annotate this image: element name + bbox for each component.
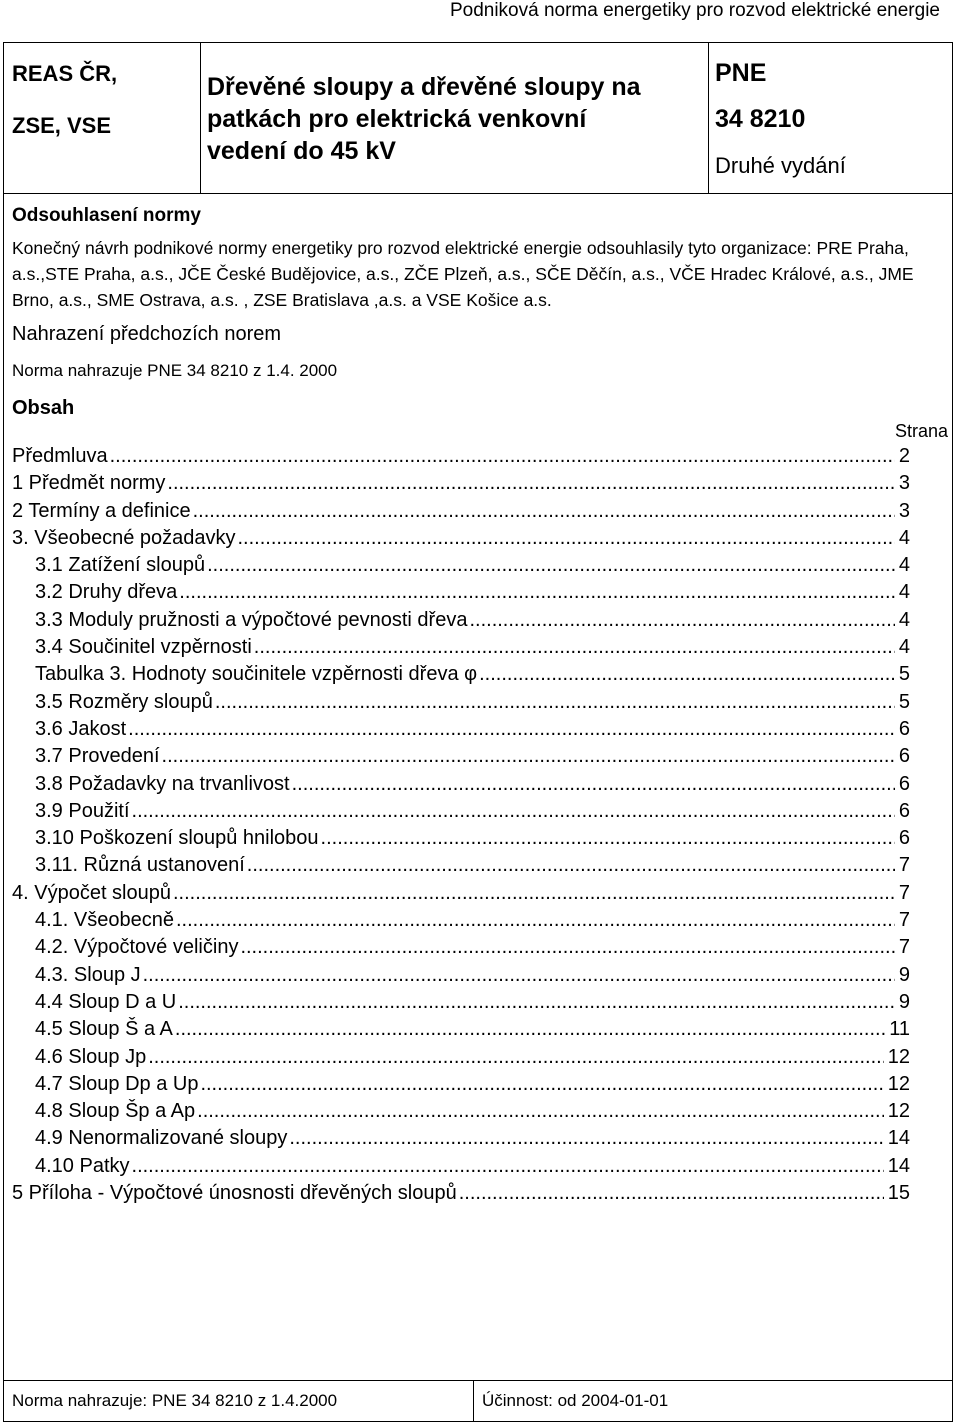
toc-entry-page: 5 <box>898 663 910 686</box>
toc-entry[interactable] <box>12 1044 910 1071</box>
toc-leader-dots <box>175 1016 885 1043</box>
toc-leader-dots <box>215 689 895 716</box>
toc-entry[interactable] <box>12 771 910 798</box>
toc-entry[interactable] <box>12 1153 910 1180</box>
edition-label: Druhé vydání <box>715 153 846 178</box>
toc-entry-label: 2 Termíny a definice <box>12 499 191 522</box>
toc-entry[interactable] <box>12 552 910 579</box>
toc-entry-label: 4.6 Sloup Jp <box>35 1045 147 1068</box>
toc-entry[interactable] <box>12 634 910 661</box>
document-title-line: vedení do 45 kV <box>207 137 396 165</box>
toc-leader-dots <box>178 989 895 1016</box>
toc-entry-page: 12 <box>887 1100 910 1123</box>
title-cell <box>201 43 709 193</box>
title-block <box>4 43 952 194</box>
toc-entry[interactable] <box>12 1125 910 1152</box>
toc-entry-label: 5 Příloha - Výpočtové únosnosti dřevěných sloupů <box>12 1182 457 1205</box>
toc-leader-dots <box>128 716 895 743</box>
toc-entry-label: 4. Výpočet sloupů <box>12 881 171 904</box>
toc-entry-page: 6 <box>898 772 910 795</box>
toc-entry[interactable] <box>12 934 910 961</box>
toc-entry-label: 4.10 Patky <box>35 1154 130 1177</box>
toc-leader-dots <box>321 825 895 852</box>
document-title-line: patkách pro elektrická venkovní <box>207 105 587 133</box>
running-header: Podniková norma energetiky pro rozvod elektrické energie <box>449 0 940 21</box>
toc-entry-label: 4.8 Sloup Šp a Ap <box>35 1100 196 1123</box>
toc-entry-label: 3.2 Druhy dřeva <box>35 581 178 604</box>
toc-entry-page: 9 <box>898 963 910 986</box>
standard-code: PNE <box>715 59 767 87</box>
toc-entry-page: 6 <box>898 827 910 850</box>
toc-leader-dots <box>193 498 895 525</box>
footer-replaces: Norma nahrazuje: PNE 34 8210 z 1.4.2000 <box>4 1381 474 1421</box>
toc-leader-dots <box>469 607 894 634</box>
toc-entry-label: 3.3 Moduly pružnosti a výpočtové pevnosti dřeva <box>35 608 468 631</box>
toc-leader-dots <box>148 1044 884 1071</box>
toc-entry-page: 3 <box>898 499 910 522</box>
toc-entry-page: 4 <box>898 636 910 659</box>
toc-entry-label: 3.10 Poškození sloupů hnilobou <box>35 827 319 850</box>
organization-line: ZSE, VSE <box>12 113 112 138</box>
toc-entry-label: 4.1. Všeobecně <box>35 909 174 932</box>
toc-entry[interactable] <box>12 825 910 852</box>
toc-entry-label: 4.5 Sloup Š a A <box>35 1018 173 1041</box>
footer-effective-date: Účinnost: od 2004-01-01 <box>482 1391 669 1410</box>
toc-entry[interactable] <box>12 470 910 497</box>
toc-entry-page: 14 <box>887 1154 910 1177</box>
footer <box>4 1380 952 1421</box>
toc-entry[interactable] <box>12 1098 910 1125</box>
toc-leader-dots <box>173 880 895 907</box>
toc-leader-dots <box>197 1098 884 1125</box>
toc-leader-dots <box>132 798 895 825</box>
toc-leader-dots <box>238 525 895 552</box>
toc-entry-label: 3.4 Součinitel vzpěrnosti <box>35 636 252 659</box>
toc-entry[interactable] <box>12 525 910 552</box>
toc-entry-label: 3.8 Požadavky na trvanlivost <box>35 772 290 795</box>
toc-entry[interactable] <box>12 962 910 989</box>
toc-entry-page: 11 <box>889 1018 910 1041</box>
standard-code-cell <box>709 43 952 193</box>
toc-entry[interactable] <box>12 1071 910 1098</box>
toc-leader-dots <box>289 1125 883 1152</box>
toc-leader-dots <box>132 1153 884 1180</box>
toc-entry[interactable] <box>12 498 910 525</box>
toc-leader-dots <box>143 962 895 989</box>
standard-number: 34 8210 <box>715 105 806 133</box>
toc-entry-page: 12 <box>887 1072 910 1095</box>
toc-entry-page: 7 <box>898 881 910 904</box>
toc-entry[interactable] <box>12 743 910 770</box>
toc-leader-dots <box>200 1071 883 1098</box>
toc-entry-page: 7 <box>898 909 910 932</box>
toc-entry-page: 4 <box>898 554 910 577</box>
table-of-contents <box>12 443 910 1207</box>
toc-leader-dots <box>162 743 895 770</box>
toc-leader-dots <box>110 443 895 470</box>
toc-entry-label: 4.3. Sloup J <box>35 963 141 986</box>
toc-entry-label: Předmluva <box>12 445 108 467</box>
toc-entry-page: 4 <box>898 581 910 604</box>
toc-leader-dots <box>254 634 895 661</box>
toc-leader-dots <box>179 579 895 606</box>
toc-entry[interactable] <box>12 907 910 934</box>
toc-entry-label: 4.9 Nenormalizované sloupy <box>35 1127 288 1150</box>
toc-entry-page: 15 <box>887 1182 910 1205</box>
document-frame <box>3 42 953 1422</box>
toc-entry[interactable] <box>12 443 910 470</box>
organization-cell <box>4 43 201 193</box>
toc-entry[interactable] <box>12 689 910 716</box>
toc-entry-label: 3. Všeobecné požadavky <box>12 526 236 549</box>
toc-entry-label: 1 Předmět normy <box>12 472 166 495</box>
document-title-line: Dřevěné sloupy a dřevěné sloupy na <box>207 73 641 101</box>
toc-entry-label: 3.5 Rozměry sloupů <box>35 690 213 713</box>
document-title <box>207 71 641 167</box>
toc-entry-label: 3.11. Různá ustanovení <box>35 854 245 877</box>
toc-entry-page: 6 <box>898 745 910 768</box>
toc-entry-label: 3.7 Provedení <box>35 745 160 768</box>
page-column-label: Strana <box>894 421 948 441</box>
replacement-text: Norma nahrazuje PNE 34 8210 z 1.4. 2000 <box>12 361 338 380</box>
approval-heading: Odsouhlasení normy <box>12 205 201 226</box>
toc-entry-page: 3 <box>898 472 910 495</box>
toc-entry-page: 4 <box>898 526 910 549</box>
organization-line: REAS ČR, <box>12 61 118 86</box>
approval-text: Konečný návrh podnikové normy energetiky pro rozvod elektrické energie odsouhlasily tyto organizace: PRE Praha, a.s.,STE Praha, a.s., JČE České Budějovice, a.s., ZČE Plzeň, a.s., SČE Děčín, a.s., VČE Hradec Králové, a.s., JME Brno, a.s., SME Ostrava, a.s. , ZSE Bratislava ,a.s. a VSE Košice a.s. <box>12 238 914 310</box>
toc-entry[interactable] <box>12 607 910 634</box>
toc-entry-page: 6 <box>898 717 910 740</box>
toc-leader-dots <box>459 1180 884 1207</box>
toc-leader-dots <box>207 552 895 579</box>
toc-entry-label: 3.6 Jakost <box>35 717 127 740</box>
contents-heading: Obsah <box>12 397 75 419</box>
toc-entry-page: 6 <box>898 799 910 822</box>
toc-entry-page: 12 <box>887 1045 910 1068</box>
toc-entry[interactable] <box>12 798 910 825</box>
toc-entry[interactable] <box>12 852 910 879</box>
toc-entry-page: 2 <box>898 445 910 467</box>
toc-entry-page: 5 <box>898 690 910 713</box>
replacement-heading: Nahrazení předchozích norem <box>12 323 282 345</box>
toc-entry[interactable] <box>12 880 910 907</box>
toc-entry-page: 4 <box>898 608 910 631</box>
toc-entry-label: 3.9 Použití <box>35 799 130 822</box>
toc-leader-dots <box>479 661 895 688</box>
toc-entry-label: Tabulka 3. Hodnoty součinitele vzpěrnosti dřeva φ <box>35 663 478 686</box>
toc-entry-label: 3.1 Zatížení sloupů <box>35 554 206 577</box>
toc-entry-page: 9 <box>898 990 910 1013</box>
toc-leader-dots <box>247 852 895 879</box>
toc-entry[interactable] <box>12 989 910 1016</box>
toc-entry-label: 4.2. Výpočtové veličiny <box>35 936 239 959</box>
toc-entry[interactable] <box>12 1180 910 1207</box>
toc-entry-label: 4.4 Sloup D a U <box>35 990 177 1013</box>
toc-entry-page: 7 <box>898 936 910 959</box>
toc-entry-label: 4.7 Sloup Dp a Up <box>35 1072 199 1095</box>
toc-entry-page: 14 <box>887 1127 910 1150</box>
toc-leader-dots <box>176 907 895 934</box>
toc-leader-dots <box>292 771 895 798</box>
toc-leader-dots <box>167 470 894 497</box>
toc-entry[interactable] <box>12 579 910 606</box>
toc-leader-dots <box>240 934 894 961</box>
toc-entry[interactable] <box>12 661 910 688</box>
toc-entry[interactable] <box>12 716 910 743</box>
toc-entry-page: 7 <box>898 854 910 877</box>
toc-entry[interactable] <box>12 1016 910 1043</box>
